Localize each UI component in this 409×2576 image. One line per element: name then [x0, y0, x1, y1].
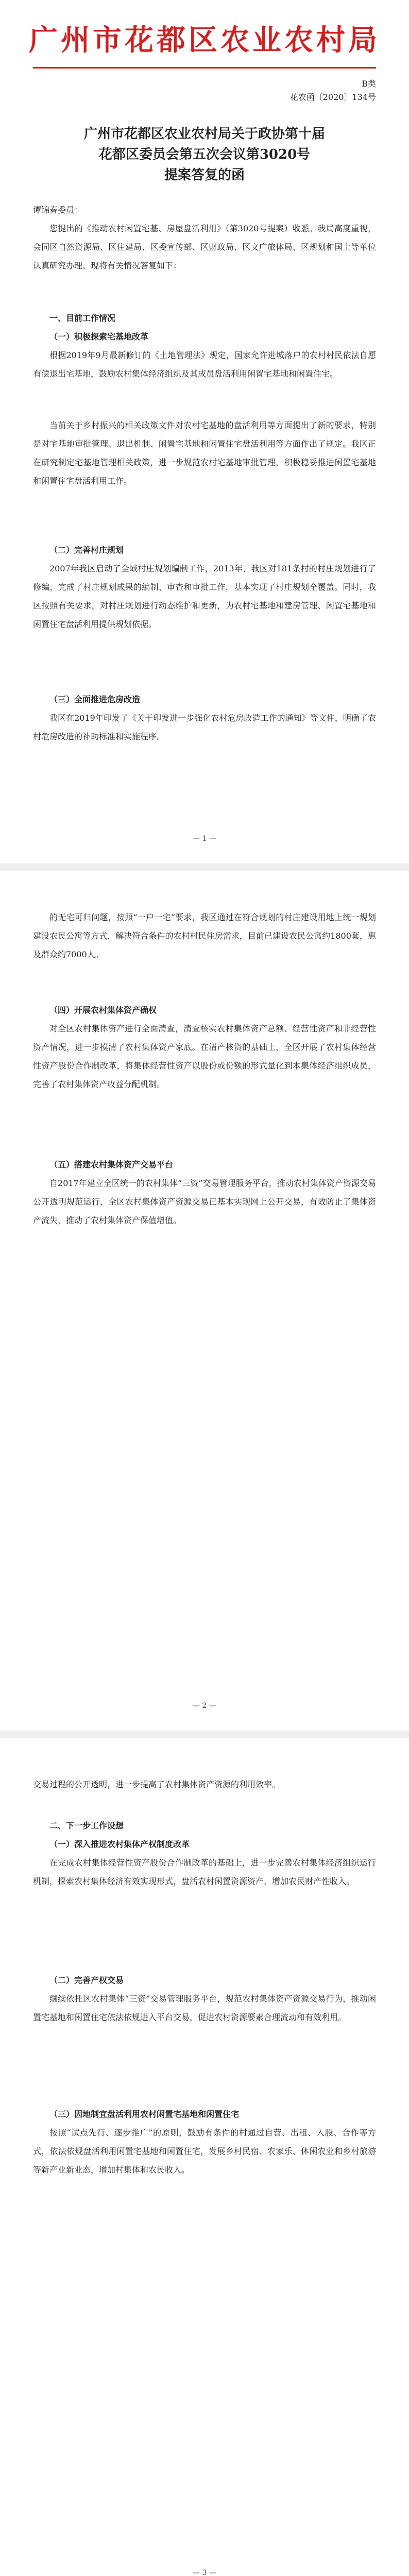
- doc-title-line-1: 广州市花都区农业农村局关于政协第十届: [83, 126, 325, 142]
- section-1-sub-3: （三）全面推进危房改造: [49, 694, 141, 704]
- document-page-3: [0, 1734, 409, 2576]
- section-1-paragraph-3: 2007年我区启动了全域村庄规划编制工作，2013年，我区对181条村的村庄规划进行了修编，完成了村庄规划成果的编制、审查和审批工作，基本实现了村庄规划全覆盖。同时，我区按照有关要求，对村庄规划进行动态维护和更新，为农村宅基地和建房管理、闲置宅基地和闲置住宅盘活利用提供规划依据。: [33, 564, 376, 629]
- page-number-3: — 3 —: [193, 2569, 216, 2576]
- intro-paragraph: 您提出的《推动农村闲置宅基、房屋盘活利用》（第3020号提案）收悉。我局高度重视，会同区自然资源局、区住建局、区委宣传部、区财政局、区文广旅体局、区规划和国土等单位认真研究办理。现将有关情况答复如下：: [33, 224, 376, 270]
- section-2-heading: 二、下一步工作设想: [49, 1821, 124, 1831]
- doc-title-line-3: 提案答复的函: [164, 167, 245, 183]
- section-2-sub-1: （一）深入推进农村集体产权制度改革: [49, 1839, 190, 1849]
- doc-type-marker: B类: [362, 79, 376, 89]
- page-2-paragraph-1: 的无宅可归问题，按照“一户一宅”要求，我区通过在符合规划的村庄建设用地上统一规划建设农民公寓等方式，解决符合条件的农村村民住房需求，目前已建设农民公寓约1800套，惠及群众约7000人。: [33, 912, 376, 959]
- section-1-sub-2: （二）完善村庄规划: [49, 545, 124, 555]
- section-1-paragraph-1: 根据2019年9月最新修订的《土地管理法》规定，国家允许进城落户的农村村民依法自愿有偿退出宅基地，鼓励农村集体经济组织及其成员盘活利用闲置宅基地和闲置住宅。: [33, 350, 376, 379]
- section-1-sub-1: （一）积极探索宅基地改革: [49, 332, 149, 342]
- doc-number: 花农函〔2020〕134号: [289, 92, 376, 102]
- page-3-paragraph-4: 按照“试点先行、逐步推广”的原则，鼓励有条件的村通过自营、出租、入股、合作等方式，依法依规盘活利用闲置宅基地和闲置住宅，发展乡村民宿、农家乐、休闲农业和乡村旅游等新产业新业态，增加村集体和农民收入。: [33, 2128, 376, 2175]
- masthead-rule: [33, 67, 376, 69]
- document-page-1: [0, 0, 409, 867]
- page-3-paragraph-2: 在完成农村集体经营性资产股份合作制改革的基础上，进一步完善农村集体经济组织运行机制，探索农村集体经济有效实现形式，盘活农村闲置资源资产，增加农民财产性收入。: [33, 1858, 376, 1886]
- section-2-sub-3: （三）因地制宜盘活利用农村闲置宅基地和闲置住宅: [49, 2109, 240, 2119]
- recipients: 谭锦春委员：: [33, 205, 83, 215]
- page-3-paragraph-3: 继续依托区农村集体“三资”交易管理服务平台，规范农村集体资产资源交易行为，推动闲置宅基地和闲置住宅依法依规进入平台交易，促进农村资源要素合理流动和有效利用。: [33, 1994, 376, 2022]
- page-number-2: — 2 —: [193, 1702, 216, 1710]
- page-2-paragraph-2: 对全区农村集体资产进行全面清查，清查核实农村集体资产总额、经营性资产和非经营性资产情况，进一步摸清了农村集体资产家底。在清产核资的基础上，全区开展了农村集体经营性资产股份合作制改革，将集体经营性资产以股份或份额的形式量化到本集体经济组织成员，完善了农村集体资产收益分配机制。: [33, 1024, 376, 1089]
- section-1-paragraph-2: 当前关于乡村振兴的相关政策文件对农村宅基地的盘活利用等方面提出了新的要求，特别是对宅基地审批管理、退出机制、闲置宅基地和闲置住宅盘活利用等方面作出了规定。我区正在研究制定宅基地管理相关政策，进一步规范农村宅基地审批管理，积极稳妥推进闲置宅基地和闲置住宅盘活利用工作。: [33, 420, 376, 486]
- section-2-sub-2: （二）完善产权交易: [49, 1975, 124, 1985]
- document-page-2: [0, 867, 409, 1734]
- page-3-paragraph-1: 交易过程的公开透明，进一步提高了农村集体资产资源的利用效率。: [33, 1780, 281, 1789]
- section-1-sub-4: （四）开展农村集体资产确权: [49, 1005, 157, 1015]
- doc-title-line-2: 花都区委员会第五次会议第3020号: [98, 147, 311, 162]
- section-1-sub-5: （五）搭建农村集体资产交易平台: [49, 1160, 174, 1170]
- page-number-1: — 1 —: [193, 835, 216, 843]
- masthead: 广州市花都区农业农村局: [29, 23, 380, 57]
- page-2-paragraph-3: 自2017年建立全区统一的农村集体“三资”交易管理服务平台，推动农村集体资产资源交易公开透明规范运行，全区农村集体资产资源交易已基本实现网上公开交易，有效防止了集体资产流失，推动了农村集体资产保值增值。: [33, 1178, 376, 1225]
- section-1-heading: 一、目前工作情况: [49, 313, 116, 323]
- section-1-paragraph-4: 我区在2019年印发了《关于印发进一步强化农村危房改造工作的通知》等文件，明确了农村危房改造的补助标准和实施程序。: [33, 713, 376, 741]
